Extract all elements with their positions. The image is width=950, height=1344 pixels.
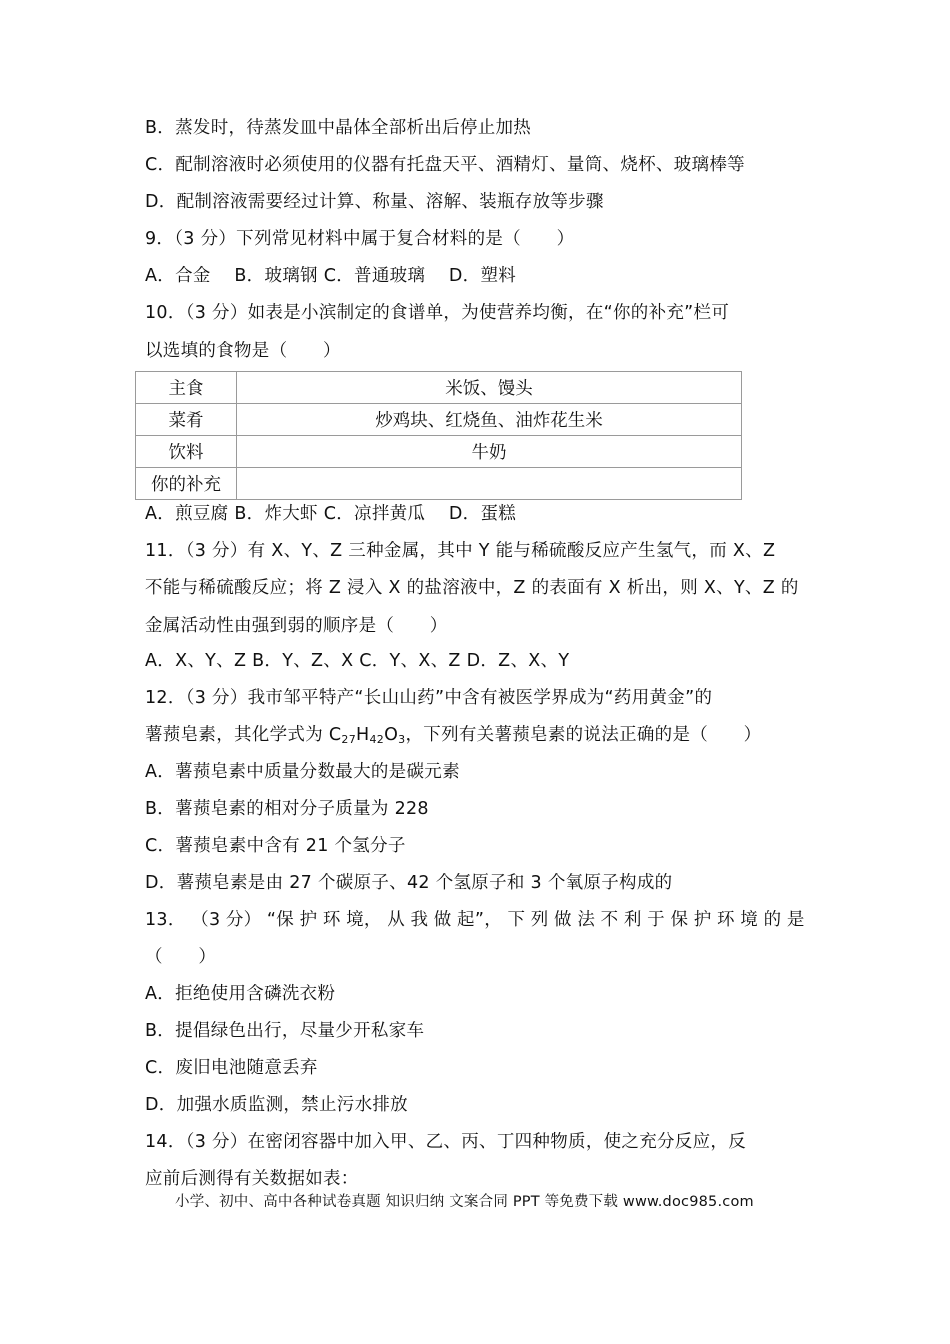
q10-options: A．煎豆腐 B．炸大虾 C．凉拌黄瓜 D．蛋糕 [145,504,517,524]
q12-stem-post: ，下列有关薯蓣皂素的说法正确的是（ ） [405,725,762,745]
q13-stem-fragment: 下 [507,910,526,930]
formula-subscript: 3 [398,733,406,746]
q13-stem-fragment: 环 [717,910,735,930]
q13-option-a: A．拒绝使用含磷洗衣粉 [145,984,336,1004]
q14-stem-line2: 应前后测得有关数据如表： [145,1169,359,1189]
q11-options: A．X、Y、Z B．Y、Z、X C．Y、X、Z D．Z、X、Y [145,651,570,671]
q13-stem-fragment: 于 [647,910,665,930]
page-footer: 小学、初中、高中各种试卷真题 知识归纳 文案合同 PPT 等免费下载 www.doc985.com [175,1194,754,1210]
q12-option-c: C．薯蓣皂素中含有 21 个氢分子 [145,836,406,856]
q12-stem-line2 [145,723,761,747]
table-row [136,372,742,404]
q12-stem-line1: 12．（3 分）我市邹平特产“长山山药”中含有被医学界成为“药用黄金”的 [145,688,713,708]
table-row [136,404,742,436]
q13-stem-fragment: 利 [623,910,642,930]
table-cell-value: 牛奶 [237,436,742,468]
q12-option-a: A．薯蓣皂素中质量分数最大的是碳元素 [145,762,460,782]
q8-option-b: B．蒸发时，待蒸发皿中晶体全部析出后停止加热 [145,118,532,138]
q11-stem-line3: 金属活动性由强到弱的顺序是（ ） [145,616,448,636]
q14-stem-line1: 14．（3 分）在密闭容器中加入甲、乙、丙、丁四种物质，使之充分反应，反 [145,1132,747,1152]
q13-stem-fragment: “保 [266,910,295,930]
q13-stem-fragment: 我 [410,910,429,930]
q13-stem-fragment: 保 [670,910,689,930]
q10-stem-line2: 以选填的食物是（ ） [145,341,341,361]
q13-stem-fragment: 13． [145,910,186,930]
table-cell-value: 炒鸡块、红烧鱼、油炸花生米 [237,404,742,436]
q13-option-b: B．提倡绿色出行，尽量少开私家车 [145,1021,425,1041]
table-cell-label: 菜肴 [136,404,237,436]
q13-stem-fragment: 法 [577,910,596,930]
table-cell-value: 米饭、馒头 [237,372,742,404]
q13-option-c: C．废旧电池随意丢弃 [145,1058,318,1078]
q8-option-d: D．配制溶液需要经过计算、称量、溶解、装瓶存放等步骤 [145,192,604,212]
q13-stem-line1 [145,908,805,932]
table-cell-label: 主食 [136,372,237,404]
q13-stem-fragment: 做 [433,910,452,930]
q13-stem-fragment: 护 [693,910,712,930]
q11-stem-line2: 不能与稀硫酸反应；将 Z 浸入 X 的盐溶液中，Z 的表面有 X 析出，则 X、Y、Z 的 [145,578,799,598]
q13-stem-fragment: 起”， [457,910,503,930]
q13-stem-fragment: 境， [346,910,382,930]
q12-stem-pre: 薯蓣皂素，其化学式为 C [145,725,342,745]
formula-subscript: 42 [369,733,385,746]
q9-options: A．合金 B．玻璃钢 C．普通玻璃 D．塑料 [145,266,517,286]
formula-subscript: 27 [341,733,356,746]
table-cell-label: 饮料 [136,436,237,468]
q8-option-c: C．配制溶液时必须使用的仪器有托盘天平、酒精灯、量筒、烧杯、玻璃棒等 [145,155,745,175]
q13-stem-fragment: 境 [740,910,759,930]
formula-element: O [384,725,399,745]
table-cell-value [237,468,742,500]
q13-stem-fragment: （3 [191,910,221,930]
menu-table [135,371,742,500]
q13-stem-fragment: 做 [554,910,572,930]
q12-option-b: B．薯蓣皂素的相对分子质量为 228 [145,799,429,819]
q11-stem-line1: 11．（3 分）有 X、Y、Z 三种金属，其中 Y 能与稀硫酸反应产生氢气，而 X、Z [145,541,776,561]
q13-stem-fragment: 是 [786,910,805,930]
q13-stem-fragment: 环 [322,910,341,930]
q12-option-d: D．薯蓣皂素是由 27 个碳原子、42 个氢原子和 3 个氧原子构成的 [145,873,673,893]
table-row [136,468,742,500]
table-cell-label: 你的补充 [136,468,237,500]
q13-stem-fragment: 不 [600,910,619,930]
q13-stem-fragment: 分） [225,910,262,930]
q13-stem-fragment: 护 [299,910,318,930]
q13-stem-fragment: 的 [763,910,782,930]
q13-stem-line2: （ ） [145,947,217,967]
q9-stem: 9．（3 分）下列常见材料中属于复合材料的是（ ） [145,229,575,249]
q13-stem-fragment: 列 [530,910,549,930]
q13-stem-fragment: 从 [387,910,406,930]
table-row [136,436,742,468]
q10-stem-line1: 10．（3 分）如表是小滨制定的食谱单，为使营养均衡，在“你的补充”栏可 [145,303,730,323]
formula-element: H [356,725,370,745]
q13-option-d: D．加强水质监测，禁止污水排放 [145,1095,408,1115]
